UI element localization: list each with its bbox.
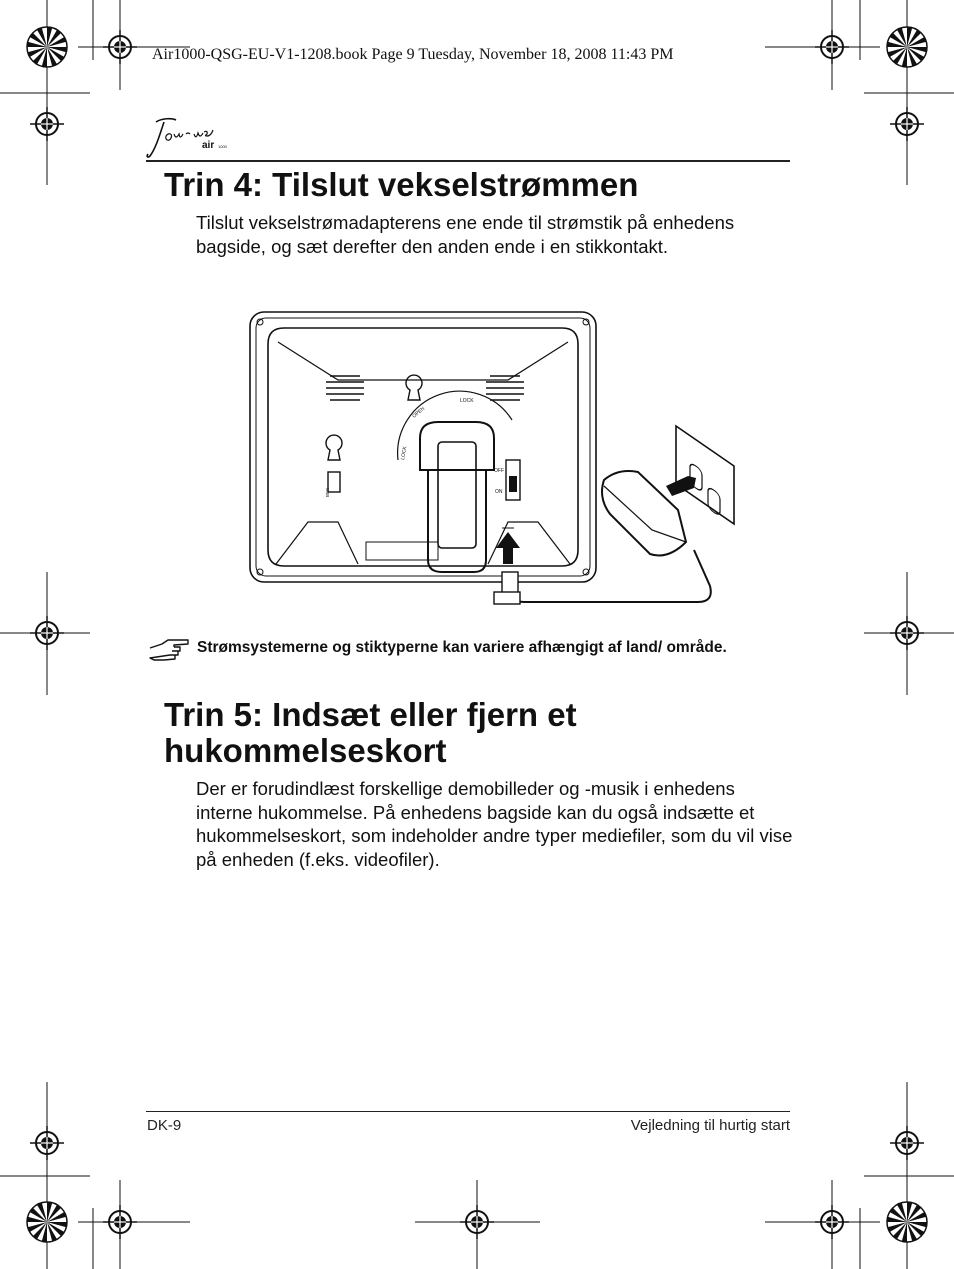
on-label: ON <box>495 489 503 495</box>
off-label: OFF <box>494 468 504 474</box>
footer-rule <box>146 1111 790 1112</box>
step5-title: Trin 5: Indsæt eller fjern et hukommelseskort <box>164 696 577 769</box>
book-header-line: Air1000-QSG-EU-V1-1208.book Page 9 Tuesday, November 18, 2008 11:43 PM <box>152 46 674 63</box>
header-rule <box>146 160 790 162</box>
device-back-illustration <box>248 310 740 610</box>
svg-text:1000: 1000 <box>218 144 227 149</box>
brand-logo <box>146 114 236 160</box>
pointing-hand-icon <box>148 638 190 664</box>
guide-name: Vejledning til hurtig start <box>630 1117 790 1134</box>
step5-body: Der er forudindlæst forskellige demobilleder og -musik i enhedens interne hukommelse. På enhedens bagside kan du også indsætte et hukommelseskort, som indeholder andre typer mediefiler, som du vil vise på enheden (f.eks. videofiler). <box>196 778 793 870</box>
lock-left-label: LOCK <box>400 445 409 461</box>
open-label: OPEN <box>411 405 427 420</box>
note-text: Strømsystemerne og stiktyperne kan variere afhængigt af land/ område. <box>197 639 727 656</box>
step4-body: Tilslut vekselstrømadapterens ene ende til strømstik på enhedens bagside, og sæt derefter den anden ende i en stikkontakt. <box>196 212 735 257</box>
svg-text:air: air <box>202 140 215 151</box>
lock-top-label: LOCK <box>460 398 474 404</box>
page-number: DK-9 <box>147 1117 182 1134</box>
step4-title: Trin 4: Tilslut vekselstrømmen <box>164 166 639 203</box>
usb-label: USB <box>325 488 330 498</box>
